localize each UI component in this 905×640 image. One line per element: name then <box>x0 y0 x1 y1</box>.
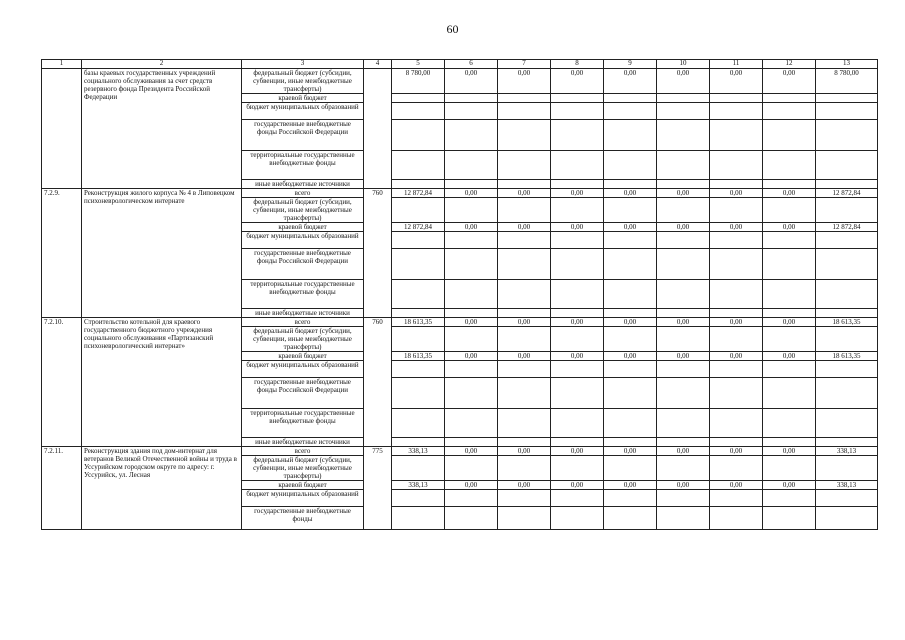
value-cell: 0,00 <box>657 318 710 327</box>
value-cell: 0,00 <box>604 318 657 327</box>
item-code-col4 <box>364 69 392 189</box>
value-cell: 0,00 <box>763 447 816 456</box>
table-row <box>42 447 878 456</box>
value-cell: 0,00 <box>445 318 498 327</box>
value-cell <box>657 151 710 180</box>
value-cell: 18 613,35 <box>816 318 878 327</box>
value-cell <box>710 438 763 447</box>
value-cell <box>710 361 763 378</box>
value-cell <box>816 94 878 103</box>
funding-source: иные внебюджетные источники <box>242 438 364 447</box>
value-cell <box>710 198 763 223</box>
value-cell: 0,00 <box>498 447 551 456</box>
item-code-col4: 760 <box>364 318 392 447</box>
value-cell <box>604 507 657 530</box>
value-cell <box>551 232 604 249</box>
item-code: 7.2.10. <box>42 318 82 447</box>
value-cell: 0,00 <box>551 189 604 198</box>
item-title: базы краевых государственных учреждений социального обслуживания за счет средств резервного фонда Президента Российской Федерации <box>82 69 242 189</box>
value-cell <box>604 232 657 249</box>
value-cell <box>604 378 657 409</box>
column-header: 7 <box>498 60 551 69</box>
value-cell: 0,00 <box>710 189 763 198</box>
value-cell <box>763 327 816 352</box>
value-cell: 0,00 <box>710 223 763 232</box>
funding-source: территориальные государственные внебюджетные фонды <box>242 280 364 309</box>
value-cell <box>657 327 710 352</box>
value-cell <box>657 120 710 151</box>
item-title: Реконструкция здания под дом-интернат для ветеранов Великой Отечественной войны и труда в Уссурийском городском округе по адресу: г. Уссурийск, ул. Лесная <box>82 447 242 530</box>
value-cell: 0,00 <box>445 69 498 94</box>
value-cell: 0,00 <box>445 447 498 456</box>
column-header: 5 <box>392 60 445 69</box>
funding-source: краевой бюджет <box>242 481 364 490</box>
value-cell <box>392 456 445 481</box>
value-cell: 0,00 <box>551 223 604 232</box>
value-cell <box>445 120 498 151</box>
item-code-col4: 775 <box>364 447 392 530</box>
value-cell: 0,00 <box>657 189 710 198</box>
value-cell <box>445 490 498 507</box>
value-cell <box>498 94 551 103</box>
value-cell <box>551 507 604 530</box>
value-cell <box>710 232 763 249</box>
value-cell <box>551 456 604 481</box>
value-cell <box>816 151 878 180</box>
value-cell <box>551 198 604 223</box>
value-cell <box>551 378 604 409</box>
value-cell <box>551 94 604 103</box>
value-cell <box>392 409 445 438</box>
value-cell <box>816 490 878 507</box>
value-cell <box>763 378 816 409</box>
value-cell <box>710 456 763 481</box>
value-cell <box>710 309 763 318</box>
value-cell <box>551 103 604 120</box>
value-cell <box>604 309 657 318</box>
funding-source: федеральный бюджет (субсидии, субвенции, иные межбюджетные трансферты) <box>242 456 364 481</box>
value-cell: 0,00 <box>551 69 604 94</box>
funding-source: всего <box>242 189 364 198</box>
value-cell <box>816 249 878 280</box>
funding-source: государственные внебюджетные фонды Российской Федерации <box>242 120 364 151</box>
value-cell: 0,00 <box>710 447 763 456</box>
value-cell <box>763 198 816 223</box>
value-cell <box>498 438 551 447</box>
value-cell <box>445 232 498 249</box>
value-cell: 0,00 <box>604 352 657 361</box>
value-cell <box>498 120 551 151</box>
value-cell: 0,00 <box>710 352 763 361</box>
value-cell <box>763 249 816 280</box>
column-header: 1 <box>42 60 82 69</box>
value-cell <box>657 361 710 378</box>
value-cell <box>710 409 763 438</box>
value-cell: 0,00 <box>710 318 763 327</box>
value-cell <box>657 94 710 103</box>
value-cell: 338,13 <box>392 447 445 456</box>
value-cell: 338,13 <box>816 481 878 490</box>
value-cell <box>392 327 445 352</box>
value-cell <box>816 280 878 309</box>
funding-source: государственные внебюджетные фонды Российской Федерации <box>242 249 364 280</box>
value-cell <box>710 94 763 103</box>
value-cell <box>604 151 657 180</box>
value-cell <box>551 490 604 507</box>
value-cell <box>763 456 816 481</box>
table-body <box>42 69 878 530</box>
column-header-row <box>42 60 878 69</box>
value-cell: 0,00 <box>551 481 604 490</box>
value-cell: 0,00 <box>604 481 657 490</box>
value-cell: 0,00 <box>498 318 551 327</box>
value-cell <box>551 120 604 151</box>
value-cell <box>816 120 878 151</box>
value-cell <box>445 103 498 120</box>
value-cell <box>816 456 878 481</box>
funding-source: иные внебюджетные источники <box>242 180 364 189</box>
value-cell <box>604 490 657 507</box>
value-cell: 12 872,84 <box>816 223 878 232</box>
value-cell <box>498 409 551 438</box>
value-cell <box>657 249 710 280</box>
value-cell <box>657 232 710 249</box>
value-cell: 18 613,35 <box>392 352 445 361</box>
value-cell <box>498 280 551 309</box>
value-cell <box>604 120 657 151</box>
value-cell <box>657 103 710 120</box>
value-cell <box>498 507 551 530</box>
value-cell <box>604 456 657 481</box>
column-header: 3 <box>242 60 364 69</box>
value-cell <box>604 409 657 438</box>
value-cell: 0,00 <box>710 481 763 490</box>
table-row <box>42 318 878 327</box>
value-cell: 12 872,84 <box>392 189 445 198</box>
budget-table <box>41 59 878 530</box>
value-cell: 0,00 <box>551 352 604 361</box>
value-cell: 0,00 <box>657 352 710 361</box>
value-cell <box>710 280 763 309</box>
value-cell <box>657 456 710 481</box>
value-cell: 0,00 <box>763 481 816 490</box>
value-cell <box>551 249 604 280</box>
value-cell <box>551 280 604 309</box>
value-cell <box>657 378 710 409</box>
value-cell <box>604 103 657 120</box>
value-cell: 0,00 <box>763 189 816 198</box>
value-cell: 8 780,00 <box>392 69 445 94</box>
value-cell: 0,00 <box>657 447 710 456</box>
value-cell <box>551 151 604 180</box>
value-cell <box>498 456 551 481</box>
value-cell <box>710 327 763 352</box>
value-cell <box>498 151 551 180</box>
value-cell <box>816 378 878 409</box>
column-header: 11 <box>710 60 763 69</box>
value-cell <box>392 103 445 120</box>
value-cell <box>445 151 498 180</box>
value-cell <box>710 151 763 180</box>
value-cell <box>551 361 604 378</box>
value-cell <box>392 361 445 378</box>
value-cell: 0,00 <box>657 223 710 232</box>
value-cell <box>392 309 445 318</box>
value-cell: 8 780,00 <box>816 69 878 94</box>
value-cell: 12 872,84 <box>392 223 445 232</box>
value-cell <box>445 198 498 223</box>
value-cell <box>657 309 710 318</box>
value-cell: 0,00 <box>551 447 604 456</box>
value-cell <box>604 280 657 309</box>
funding-source: всего <box>242 447 364 456</box>
value-cell: 0,00 <box>445 189 498 198</box>
value-cell <box>392 378 445 409</box>
value-cell <box>763 94 816 103</box>
value-cell <box>604 249 657 280</box>
value-cell <box>604 327 657 352</box>
value-cell <box>816 180 878 189</box>
item-code-col4: 760 <box>364 189 392 318</box>
value-cell: 0,00 <box>763 318 816 327</box>
value-cell <box>445 327 498 352</box>
value-cell: 0,00 <box>498 69 551 94</box>
funding-source: федеральный бюджет (субсидии, субвенции, иные межбюджетные трансферты) <box>242 198 364 223</box>
value-cell: 0,00 <box>498 481 551 490</box>
column-header: 4 <box>364 60 392 69</box>
funding-source: федеральный бюджет (субсидии, субвенции, иные межбюджетные трансферты) <box>242 327 364 352</box>
item-code: 7.2.11. <box>42 447 82 530</box>
value-cell <box>498 361 551 378</box>
value-cell <box>710 103 763 120</box>
value-cell <box>763 280 816 309</box>
funding-source: бюджет муниципальных образований <box>242 490 364 507</box>
value-cell: 0,00 <box>657 481 710 490</box>
value-cell <box>498 378 551 409</box>
value-cell <box>763 120 816 151</box>
item-code: 7.2.9. <box>42 189 82 318</box>
value-cell <box>445 438 498 447</box>
funding-source: краевой бюджет <box>242 94 364 103</box>
value-cell <box>445 378 498 409</box>
value-cell: 0,00 <box>763 69 816 94</box>
value-cell <box>604 198 657 223</box>
value-cell <box>551 409 604 438</box>
table-row <box>42 69 878 94</box>
value-cell <box>445 361 498 378</box>
funding-source: государственные внебюджетные фонды Российской Федерации <box>242 378 364 409</box>
value-cell <box>763 490 816 507</box>
value-cell <box>445 409 498 438</box>
value-cell <box>763 361 816 378</box>
value-cell <box>392 198 445 223</box>
value-cell: 0,00 <box>445 481 498 490</box>
value-cell <box>604 361 657 378</box>
value-cell <box>763 409 816 438</box>
value-cell <box>816 309 878 318</box>
value-cell <box>710 249 763 280</box>
column-header: 13 <box>816 60 878 69</box>
value-cell <box>498 232 551 249</box>
value-cell <box>392 120 445 151</box>
column-header: 10 <box>657 60 710 69</box>
value-cell <box>392 280 445 309</box>
funding-source: территориальные государственные внебюджетные фонды <box>242 151 364 180</box>
funding-source: всего <box>242 318 364 327</box>
column-header: 8 <box>551 60 604 69</box>
value-cell <box>498 249 551 280</box>
value-cell: 0,00 <box>604 223 657 232</box>
table-row <box>42 189 878 198</box>
funding-source: краевой бюджет <box>242 352 364 361</box>
value-cell: 18 613,35 <box>816 352 878 361</box>
value-cell <box>604 94 657 103</box>
value-cell <box>710 120 763 151</box>
value-cell: 0,00 <box>551 318 604 327</box>
value-cell <box>763 103 816 120</box>
value-cell <box>445 280 498 309</box>
value-cell <box>392 151 445 180</box>
value-cell <box>816 232 878 249</box>
value-cell: 0,00 <box>604 189 657 198</box>
value-cell: 0,00 <box>604 69 657 94</box>
value-cell: 0,00 <box>763 352 816 361</box>
value-cell: 338,13 <box>816 447 878 456</box>
value-cell <box>763 507 816 530</box>
column-header: 2 <box>82 60 242 69</box>
value-cell: 12 872,84 <box>816 189 878 198</box>
value-cell <box>816 103 878 120</box>
value-cell: 0,00 <box>498 189 551 198</box>
value-cell <box>498 103 551 120</box>
value-cell <box>657 280 710 309</box>
value-cell <box>392 507 445 530</box>
item-title: Строительство котельной для краевого государственного бюджетного учреждения социального обслуживания «Партизанский психоневрологический интернат» <box>82 318 242 447</box>
value-cell <box>445 249 498 280</box>
value-cell <box>604 180 657 189</box>
column-header: 12 <box>763 60 816 69</box>
page-number: 60 <box>446 22 459 36</box>
funding-source: бюджет муниципальных образований <box>242 361 364 378</box>
value-cell: 0,00 <box>604 447 657 456</box>
value-cell: 0,00 <box>763 223 816 232</box>
value-cell: 0,00 <box>498 352 551 361</box>
value-cell <box>657 507 710 530</box>
value-cell <box>392 180 445 189</box>
value-cell <box>445 180 498 189</box>
value-cell <box>657 180 710 189</box>
value-cell: 18 613,35 <box>392 318 445 327</box>
value-cell <box>445 309 498 318</box>
value-cell <box>710 180 763 189</box>
funding-source: федеральный бюджет (субсидии, субвенции, иные межбюджетные трансферты) <box>242 69 364 94</box>
value-cell <box>710 378 763 409</box>
value-cell <box>392 249 445 280</box>
value-cell <box>816 507 878 530</box>
funding-source: государственные внебюджетные фонды <box>242 507 364 530</box>
item-title: Реконструкция жилого корпуса № 4 в Липовецком психоневрологическом интернате <box>82 189 242 318</box>
value-cell <box>657 490 710 507</box>
funding-source: территориальные государственные внебюджетные фонды <box>242 409 364 438</box>
value-cell <box>445 94 498 103</box>
value-cell <box>392 94 445 103</box>
value-cell: 0,00 <box>445 352 498 361</box>
value-cell: 338,13 <box>392 481 445 490</box>
item-code <box>42 69 82 189</box>
value-cell <box>498 309 551 318</box>
value-cell <box>445 456 498 481</box>
value-cell <box>816 409 878 438</box>
value-cell <box>657 409 710 438</box>
value-cell <box>763 180 816 189</box>
column-header: 9 <box>604 60 657 69</box>
value-cell: 0,00 <box>498 223 551 232</box>
funding-source: бюджет муниципальных образований <box>242 232 364 249</box>
value-cell <box>551 438 604 447</box>
value-cell: 0,00 <box>445 223 498 232</box>
value-cell <box>604 438 657 447</box>
value-cell <box>498 180 551 189</box>
value-cell <box>551 327 604 352</box>
column-header: 6 <box>445 60 498 69</box>
value-cell <box>498 327 551 352</box>
value-cell: 0,00 <box>657 69 710 94</box>
value-cell <box>763 438 816 447</box>
funding-source: иные внебюджетные источники <box>242 309 364 318</box>
value-cell <box>816 327 878 352</box>
value-cell <box>816 438 878 447</box>
value-cell <box>498 490 551 507</box>
value-cell <box>710 507 763 530</box>
value-cell <box>551 309 604 318</box>
value-cell <box>763 309 816 318</box>
value-cell <box>763 151 816 180</box>
value-cell <box>498 198 551 223</box>
value-cell <box>710 490 763 507</box>
value-cell <box>763 232 816 249</box>
value-cell <box>392 490 445 507</box>
value-cell <box>816 198 878 223</box>
value-cell <box>392 438 445 447</box>
value-cell <box>657 198 710 223</box>
value-cell <box>816 361 878 378</box>
value-cell <box>657 438 710 447</box>
value-cell <box>445 507 498 530</box>
value-cell <box>392 232 445 249</box>
value-cell <box>551 180 604 189</box>
funding-source: краевой бюджет <box>242 223 364 232</box>
funding-source: бюджет муниципальных образований <box>242 103 364 120</box>
value-cell: 0,00 <box>710 69 763 94</box>
